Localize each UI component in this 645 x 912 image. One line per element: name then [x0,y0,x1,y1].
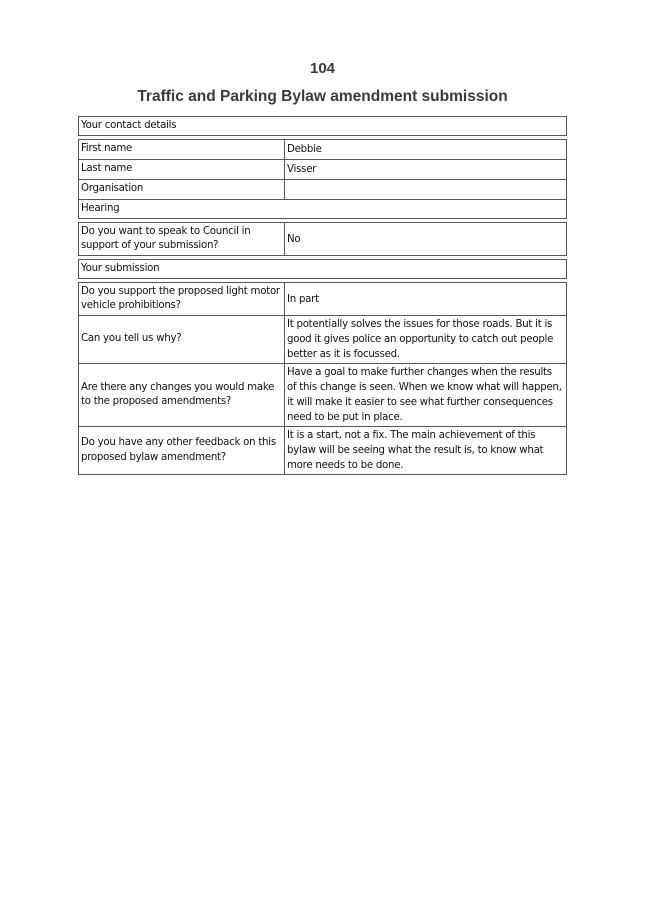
first-name-value: Debbie [287,144,322,155]
table-row [79,140,566,159]
field-label: First name [79,140,285,159]
hearing-header-row [79,199,566,218]
field-label: Last name [79,160,285,179]
reason-value: It potentially solves the issues for those roads. But it is good it gives police an opportunity to catch out people better as it is focussed. [287,319,554,360]
feedback-value: It is a start, not a fix. The main achievement of this bylaw will be seeing what the result is, to know what more needs to be done. [287,430,544,471]
organisation-value [285,180,566,199]
table-row [79,363,566,426]
field-label: Do you have any other feedback on this proposed bylaw amendment? [79,427,285,474]
contact-details-table [78,139,567,219]
section-heading: Your contact details [81,120,177,131]
field-label: Are there any changes you would make to the proposed amendments? [79,364,285,426]
table-row [79,159,566,179]
field-label: Can you tell us why? [79,316,285,363]
document-title: Traffic and Parking Bylaw amendment submission [137,88,508,105]
contact-details-header [78,116,567,136]
submission-header [78,259,567,279]
field-label: Organisation [79,180,285,199]
section-heading: Hearing [81,203,120,214]
page-number: 104 [309,60,336,77]
table-row [79,179,566,199]
table-row [79,315,566,363]
support-value: In part [287,293,319,305]
hearing-table [78,222,567,256]
table-row [79,426,566,474]
field-label: Do you want to speak to Council in support of your submission? [79,223,285,255]
speak-to-council-value: No [287,233,301,245]
section-heading: Your submission [81,263,160,274]
table-row [79,283,566,315]
last-name-value: Visser [287,164,317,175]
submission-form [78,116,567,475]
changes-value: Have a goal to make further changes when the results of this change is seen. When we know what will happen, it will make it easier to see what further consequences need to be put in place. [287,367,562,423]
submission-table [78,282,567,475]
table-row [79,223,566,255]
field-label: Do you support the proposed light motor vehicle prohibitions? [79,283,285,315]
